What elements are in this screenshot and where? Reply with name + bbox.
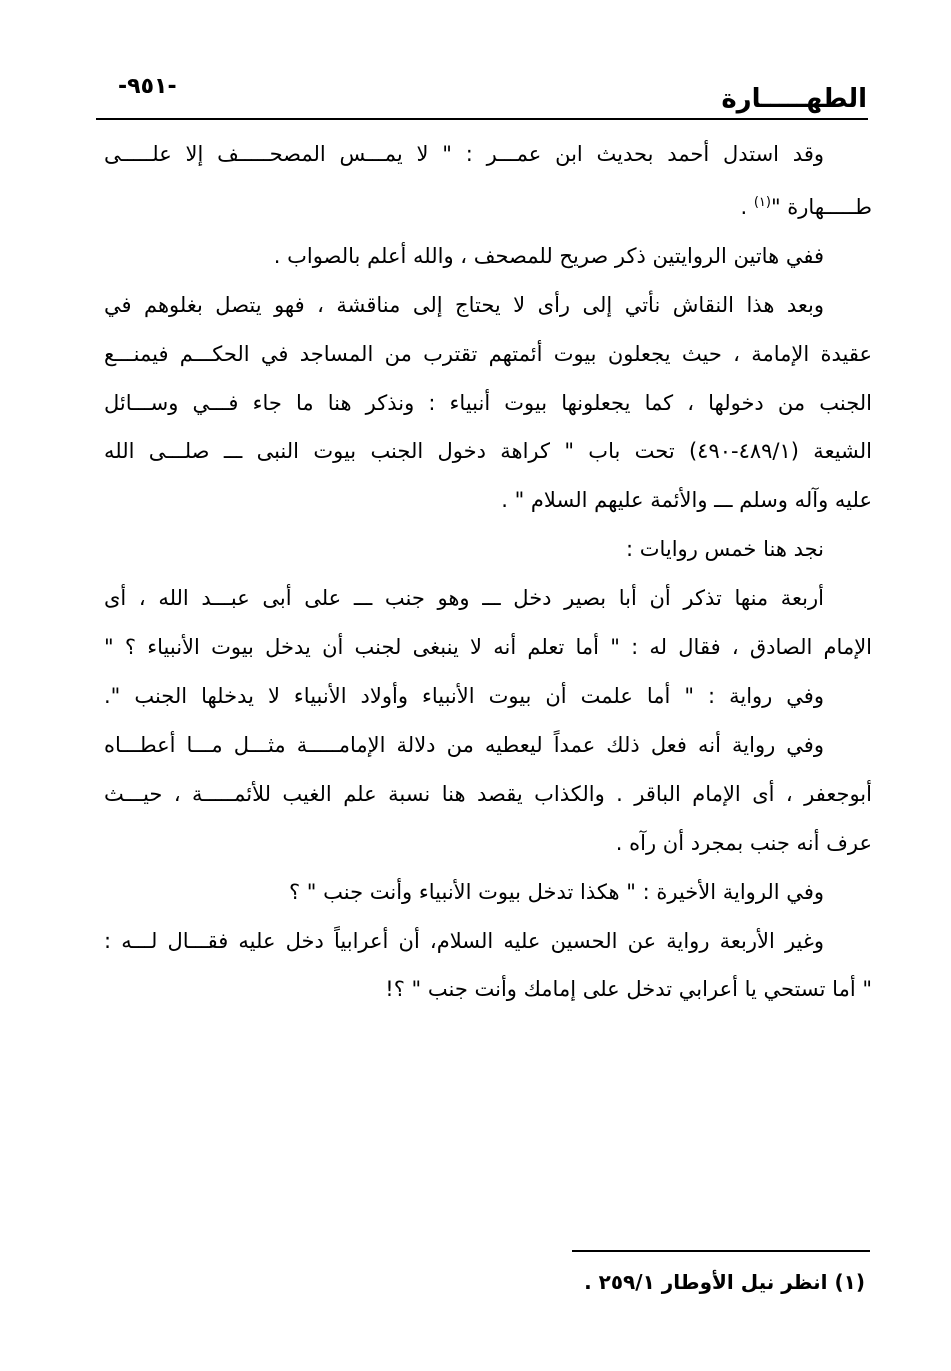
body-line: عقيدة الإمامة ، حيث يجعلون بيوت أئمتهم تقترب من المساجد في الحكـــم فيمنـــع: [104, 341, 872, 366]
body-line: وبعد هذا النقاش نأتي إلى رأى لا يحتاج إلى مناقشة ، فهو يتصل بغلوهم في: [104, 292, 824, 317]
body-line: وغير الأربعة رواية عن الحسين عليه السلام، أن أعرابياً دخل عليه فقـــال لـــه :: [104, 928, 824, 953]
body-line: طـــــهارة "$^{(١)}$ .: [740, 194, 872, 219]
footnote-rule: [572, 1250, 870, 1252]
body-line: وفي رواية أنه فعل ذلك عمداً ليعطيه من دلالة الإمامـــــة مثـــل مـــا أعطـــاه: [104, 732, 824, 757]
body-line: وقد استدل أحمد بحديث ابن عمـــر : " لا يمـــس المصحـــــف إلا علـــــى: [104, 142, 824, 166]
body-line: " أما تستحي يا أعرابي تدخل على إمامك وأنت جنب " ؟!: [385, 977, 872, 1002]
body-line: ففي هاتين الروايتين ذكر صريح للمصحف ، والله أعلم بالصواب .: [273, 243, 824, 268]
running-title: الطهـــــارة: [721, 84, 867, 114]
body-line: عليه وآله وسلم ـــ والأئمة عليهم السلام " .: [501, 488, 872, 513]
body-line: الإمام الصادق ، فقال له : " أما تعلم أنه لا ينبغى لجنب أن يدخل بيوت الأنبياء ؟ ": [104, 635, 872, 660]
page-number: -٩٥١-: [118, 74, 177, 99]
body-line: عرف أنه جنب بمجرد أن رآه .: [615, 830, 872, 855]
footnote-reference: (١): [753, 194, 771, 210]
body-line: وفي الرواية الأخيرة : " هكذا تدخل بيوت الأنبياء وأنت جنب " ؟: [288, 879, 824, 904]
body-line: وفي رواية : " أما علمت أن بيوت الأنبياء وأولاد الأنبياء لا يدخلها الجنب ".: [104, 683, 824, 708]
body-line: أبوجعفر ، أى الإمام الباقر . والكذاب يقصد هنا نسبة علم الغيب للأئمـــــة ، حيـــث: [104, 781, 872, 806]
header-rule: [96, 118, 868, 120]
body-line: أربعة منها تذكر أن أبا بصير دخل ـــ وهو جنب ـــ على أبى عبـــد الله ، أى: [104, 586, 824, 611]
body-line: الشيعة (٤٨٩/١-٤٩٠) تحت باب " كراهة دخول الجنب بيوت النبى ـــ صلـــى الله: [104, 439, 873, 464]
footnote: (١) انظر نيل الأوطار ٢٥٩/١ .: [584, 1270, 865, 1294]
body-line: نجد هنا خمس روايات :: [625, 537, 824, 562]
body-text: [104, 130, 872, 1014]
body-line: الجنب من دخولها ، كما يجعلونها بيوت أنبياء : ونذكر هنا ما جاء فـــي وســـائل: [104, 390, 872, 415]
